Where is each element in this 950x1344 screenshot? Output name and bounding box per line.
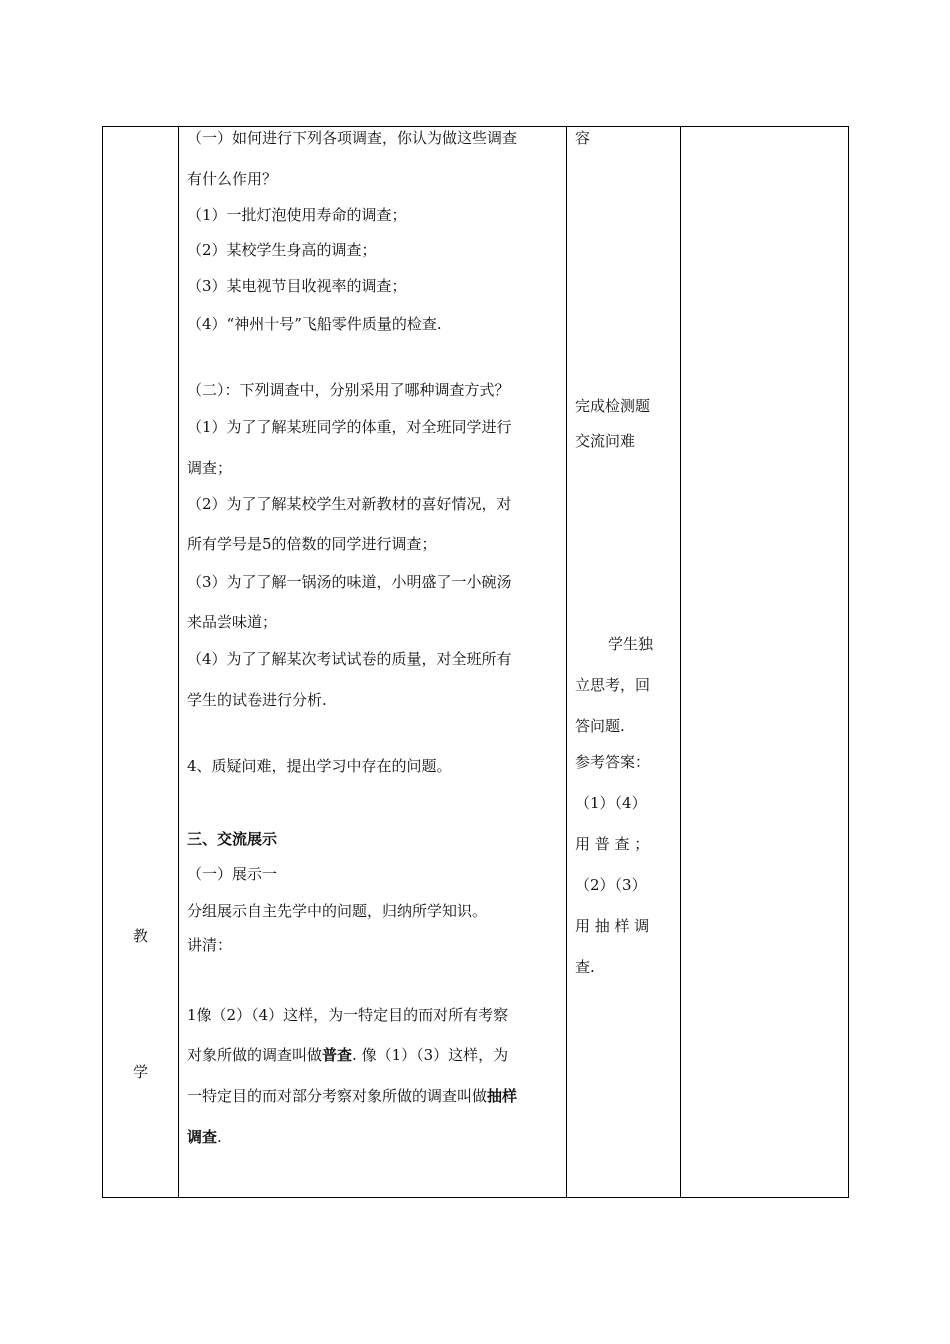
q2-item-2-line1: （2）为了了解某校学生对新教材的喜好情况，对 [187,495,512,513]
q1-item-4: （4）“神州十号”飞船零件质量的检查. [187,315,442,333]
activity-student-line-1: 学生独 [608,635,654,653]
activity-answer-4: 用 抽 样 调 [575,917,650,935]
activity-student-line-3: 答问题. [575,717,625,735]
q2-title: （二）：下列调查中，分别采用了哪种调查方式？ [187,381,510,399]
left-label-xue: 学 [133,1063,149,1081]
section-4-title: 4、质疑问难，提出学习中存在的问题。 [187,757,452,775]
q1-item-2: （2）某校学生身高的调查； [187,241,377,259]
column-divider-2 [566,126,567,1198]
q2-item-2-line2: 所有学号是5的倍数的同学进行调查； [187,535,437,553]
q1-title-line2: 有什么作用？ [187,170,278,188]
activity-complete-test: 完成检测题 [575,397,651,415]
activity-answer-3: （2）（3） [575,876,647,894]
term-chouyang: 抽样 [487,1087,518,1105]
activity-answer-2: 用 普 查 ； [575,835,650,853]
q2-item-1-line2: 调查； [187,459,233,477]
section-3-title: 三、交流展示 [187,830,278,848]
q2-item-1-line1: （1）为了了解某班同学的体重，对全班同学进行 [187,418,512,436]
term-diaocha: 调查 [187,1128,218,1146]
activity-rong: 容 [575,129,591,147]
column-divider-1 [178,126,179,1198]
definition-line-4: 调查. [187,1128,222,1146]
show-1-description: 分组展示自主先学中的问题，归纳所学知识。 [187,902,488,920]
q2-item-3-line1: （3）为了了解一锅汤的味道，小明盛了一小碗汤 [187,573,512,591]
activity-answer-1: （1）（4） [575,794,647,812]
q2-item-4-line1: （4）为了了解某次考试试卷的质量，对全班所有 [187,650,512,668]
definition-line-3: 一特定目的而对部分考察对象所做的调查叫做抽样 [187,1087,518,1105]
q1-title-line1: （一）如何进行下列各项调查，你认为做这些调查 [187,129,518,147]
show-1-label: （一）展示一 [187,865,278,883]
activity-answer-5: 查. [575,958,595,976]
activity-exchange: 交流问难 [575,432,636,450]
definition-line-1: 1像（2）（4）这样，为一特定目的而对所有考察 [187,1006,509,1024]
definition-line-2: 对象所做的调查叫做普查. 像（1）（3）这样，为 [187,1046,509,1064]
q2-item-3-line2: 来品尝味道； [187,613,278,631]
activity-ref-label: 参考答案： [575,753,651,771]
left-label-jiao: 教 [133,927,149,945]
column-divider-3 [680,126,681,1198]
term-puchan: 普查 [322,1046,353,1064]
q2-item-4-line2: 学生的试卷进行分析. [187,691,327,709]
activity-student-line-2: 立思考，回 [575,676,651,694]
jiangqing-label: 讲清： [187,936,233,954]
q1-item-3: （3）某电视节目收视率的调查； [187,277,407,295]
q1-item-1: （1）一批灯泡使用寿命的调查； [187,206,407,224]
